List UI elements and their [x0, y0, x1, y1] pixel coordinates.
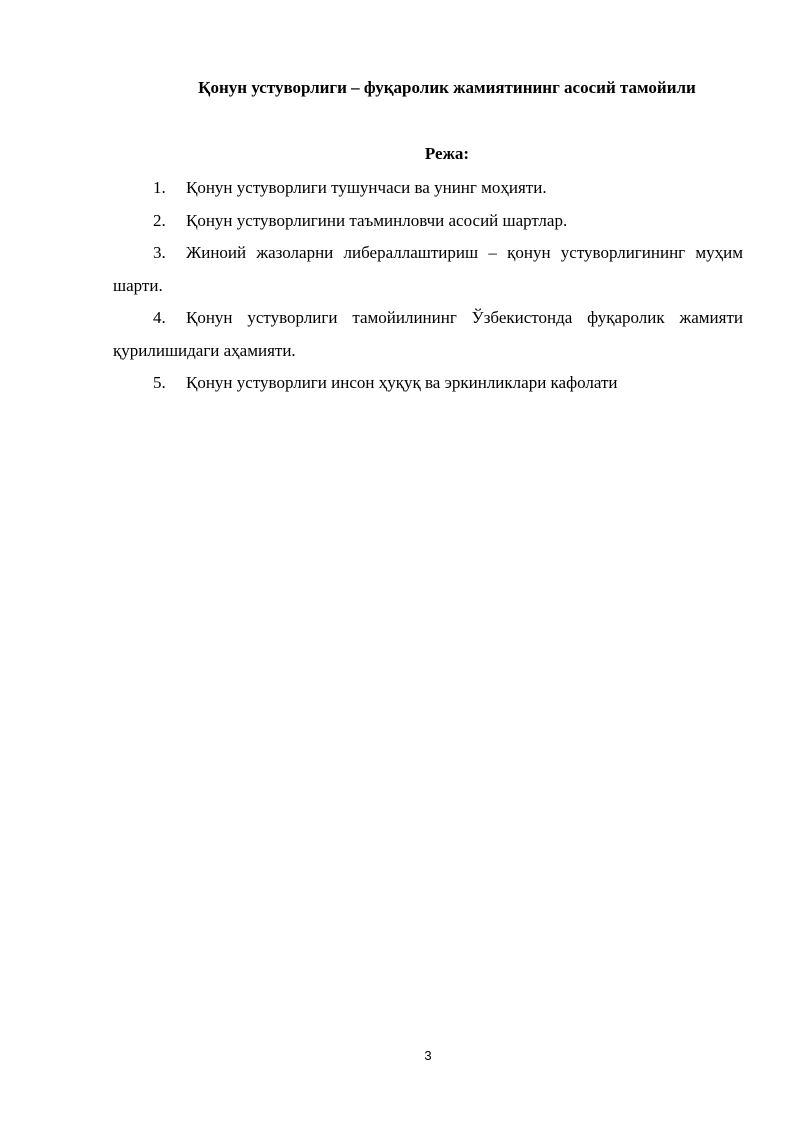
- plan-item-3: [113, 237, 743, 302]
- plan-item-number: 4.: [153, 308, 166, 327]
- plan-item-2: [113, 205, 743, 238]
- plan-item-number: 1.: [153, 178, 166, 197]
- plan-item-text: Қонун устуворлиги тамойилининг Ўзбекистонда фуқаролик жамияти қурилишидаги аҳамияти.: [113, 308, 743, 360]
- plan-item-text: Қонун устуворлиги тушунчаси ва унинг моҳияти.: [186, 178, 547, 197]
- plan-item-text: Жиноий жазоларни либераллаштириш – қонун устуворлигининг муҳим шарти.: [113, 243, 743, 295]
- plan-item-1: [113, 172, 743, 205]
- plan-item-number: 5.: [153, 373, 166, 392]
- plan-heading: Режа:: [424, 144, 470, 163]
- plan-item-4: [113, 302, 743, 367]
- plan-item-text: Қонун устуворлигини таъминловчи асосий шартлар.: [186, 210, 568, 230]
- plan-list: [113, 172, 743, 400]
- plan-item-number: 3.: [153, 243, 166, 262]
- plan-item-number: 2.: [153, 210, 166, 230]
- document-title: Қонун устуворлиги – фуқаролик жамиятининг асосий тамойили: [198, 78, 696, 97]
- page-number: 3: [424, 1048, 432, 1063]
- plan-item-5: [113, 367, 743, 400]
- plan-item-text: Қонун устуворлиги инсон ҳуқуқ ва эркинликлари кафолати: [186, 373, 618, 392]
